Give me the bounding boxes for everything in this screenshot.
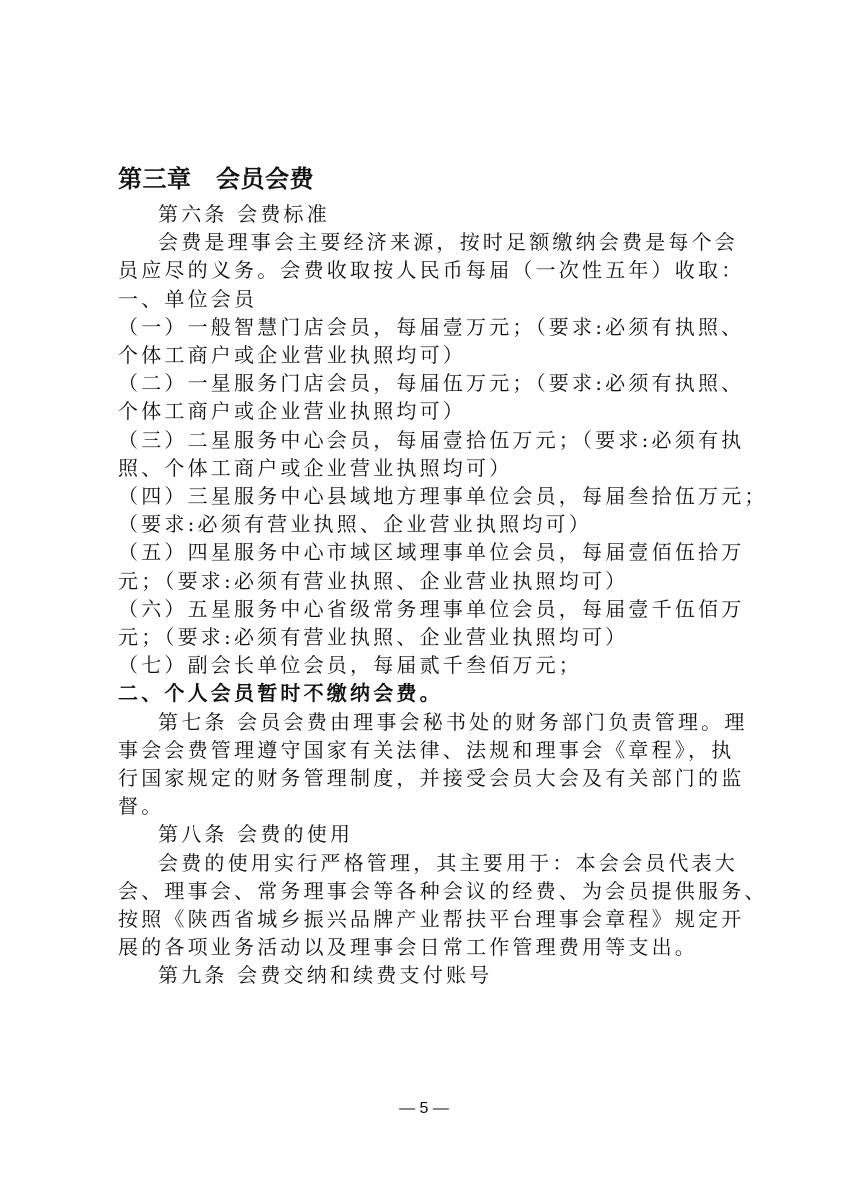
text-line: 员应尽的义务。会费收取按人民币每届（一次性五年）收取： [118,258,745,283]
text-line: （七）副会长单位会员，每届贰千叁佰万元； [118,653,582,678]
document-body [118,200,768,990]
text-line: 会费的使用实行严格管理，其主要用于：本会会员代表大 [158,850,738,875]
text-line: 第七条 会员会费由理事会秘书处的财务部门负责管理。理 [158,709,748,734]
text-line: 二、个人会员暂时不缴纳会费。 [118,681,443,706]
text-line: 照、个体工商户或企业营业执照均可） [118,455,513,480]
text-line: 元；（要求:必须有营业执照、企业营业执照均可） [118,625,629,650]
text-line: （一）一般智慧门店会员，每届壹万元；（要求:必须有执照、 [118,314,745,339]
text-line: 第九条 会费交纳和续费支付账号 [158,963,493,988]
text-line: （二）一星服务门店会员，每届伍万元；（要求:必须有执照、 [118,371,745,396]
text-line: （三）二星服务中心会员，每届壹拾伍万元；（要求:必须有执 [118,427,745,452]
text-line: 行国家规定的财务管理制度，并接受会员大会及有关部门的监 [118,766,745,791]
text-line: 事会会费管理遵守国家有关法律、法规和理事会《章程》，执 [118,737,735,762]
text-line: 个体工商户或企业营业执照均可） [118,343,466,368]
text-line: （五）四星服务中心市域区域理事单位会员，每届壹佰伍拾万 [118,540,745,565]
text-line: 元；（要求:必须有营业执照、企业营业执照均可） [118,568,629,593]
text-line: （六）五星服务中心省级常务理事单位会员，每届壹千伍佰万 [118,596,745,621]
text-line: 一、单位会员 [118,286,258,311]
text-line: 个体工商户或企业营业执照均可） [118,399,466,424]
page-number: — 5 — [399,1100,449,1117]
text-line: （要求:必须有营业执照、企业营业执照均可） [118,512,592,537]
text-line: 会费是理事会主要经济来源，按时足额缴纳会费是每个会 [158,230,738,255]
text-line: 按照《陕西省城乡振兴品牌产业帮扶平台理事会章程》规定开 [118,907,745,932]
chapter-title: 第三章 会员会费 [118,165,314,193]
text-line: 会、理事会、常务理事会等各种会议的经费、为会员提供服务、 [118,878,768,903]
text-line: 展的各项业务活动以及理事会日常工作管理费用等支出。 [118,935,698,960]
text-line: 第八条 会费的使用 [158,822,354,847]
text-line: 督。 [118,794,165,819]
text-line: （四）三星服务中心县域地方理事单位会员，每届叁拾伍万元； [118,484,768,509]
text-line: 第六条 会费标准 [158,202,330,226]
document-page [118,160,768,990]
